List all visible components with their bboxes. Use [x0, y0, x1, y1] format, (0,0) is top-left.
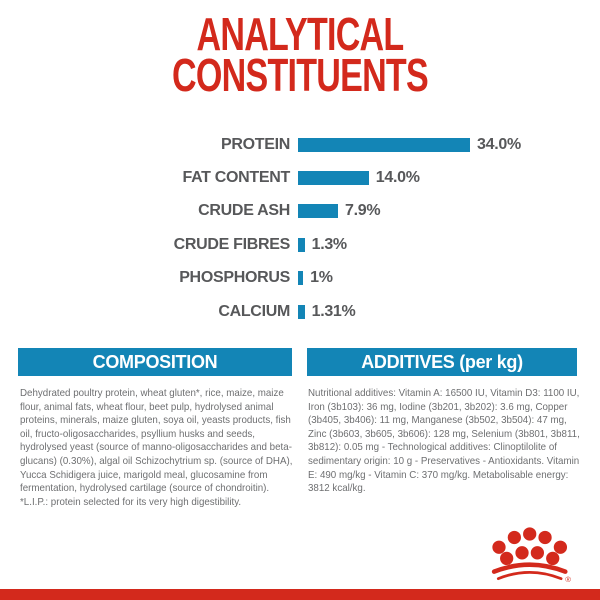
- bar-chart-row: [0, 262, 600, 295]
- bar: [298, 204, 338, 218]
- bar-value: 7.9%: [345, 202, 381, 220]
- bar-chart-row: [0, 228, 600, 261]
- royal-canin-crown-logo: [487, 527, 571, 587]
- bar-chart: [0, 128, 600, 328]
- bar-value: 1.31%: [311, 302, 356, 320]
- bar-chart-row: [0, 195, 600, 228]
- bar-label: PHOSPHORUS: [179, 269, 290, 287]
- composition-text: Dehydrated poultry protein, wheat gluten*, rice, maize, maize flour, animal fats, wheat flour, beet pulp, hydrolysed animal proteins, minerals, maize gluten, soya oil, yeasts products, fish oil, fructo-oligosaccharides, psyllium husks and seeds, hydrolysed yeast (source of manno-oligosaccharides and beta-glucans) (0.30%), algal oil Schizochytrium sp. (source of DHA), Yucca Schidigera juice, marigold meal, glucosamine from fermentation, hydrolysed cartilage (source of chondroitin). *L.I.P.: protein selected for its very high digestibility.: [20, 387, 293, 508]
- additives-text: Nutritional additives: Vitamin A: 16500 IU, Vitamin D3: 1100 IU, Iron (3b103): 36 mg, Iodine (3b201, 3b202): 3.6 mg, Copper (3b405, 3b406): 11 mg, Manganese (3b502, 3b504): 47 mg, Zinc (3b603, 3b605, 3b606): 128 mg, Selenium (3b801, 3b811, 3b812): 0.05 mg - Technological additives: Clinoptilolite of sedimentary origin: 10 g - Preservatives - Antioxidants. Vitamin E: 490 mg/kg - Vitamin C: 370 mg/kg. Metabolisable energy: 3812 kcal/kg.: [308, 387, 580, 495]
- bar-chart-row: [0, 161, 600, 194]
- footer-red-bar: [0, 589, 600, 600]
- bar-chart-row: [0, 128, 600, 161]
- bar-label: CALCIUM: [218, 302, 290, 320]
- bar-value: 14.0%: [375, 169, 420, 187]
- bar-value: 1.3%: [311, 235, 347, 253]
- registered-mark: ®: [565, 575, 571, 585]
- bar-value: 1%: [310, 269, 333, 287]
- page-title: [0, 8, 600, 101]
- bar-label: CRUDE ASH: [198, 202, 290, 220]
- bar-label: FAT CONTENT: [182, 169, 290, 187]
- bar: [298, 305, 305, 319]
- bar: [298, 171, 369, 185]
- bar-label: PROTEIN: [220, 135, 290, 153]
- title-line-2: CONSTITUENTS: [172, 49, 428, 101]
- bar: [298, 138, 470, 152]
- bar: [298, 238, 305, 252]
- composition-header-label: COMPOSITION: [92, 351, 218, 372]
- bar-label: CRUDE FIBRES: [173, 235, 290, 253]
- additives-header-label: ADDITIVES (per kg): [361, 351, 523, 372]
- additives-header: [307, 348, 577, 376]
- title-line-1: ANALYTICAL: [196, 8, 404, 60]
- bar-value: 34.0%: [477, 135, 521, 153]
- bar: [298, 271, 303, 285]
- bar-chart-row: [0, 295, 600, 328]
- composition-header: [18, 348, 292, 376]
